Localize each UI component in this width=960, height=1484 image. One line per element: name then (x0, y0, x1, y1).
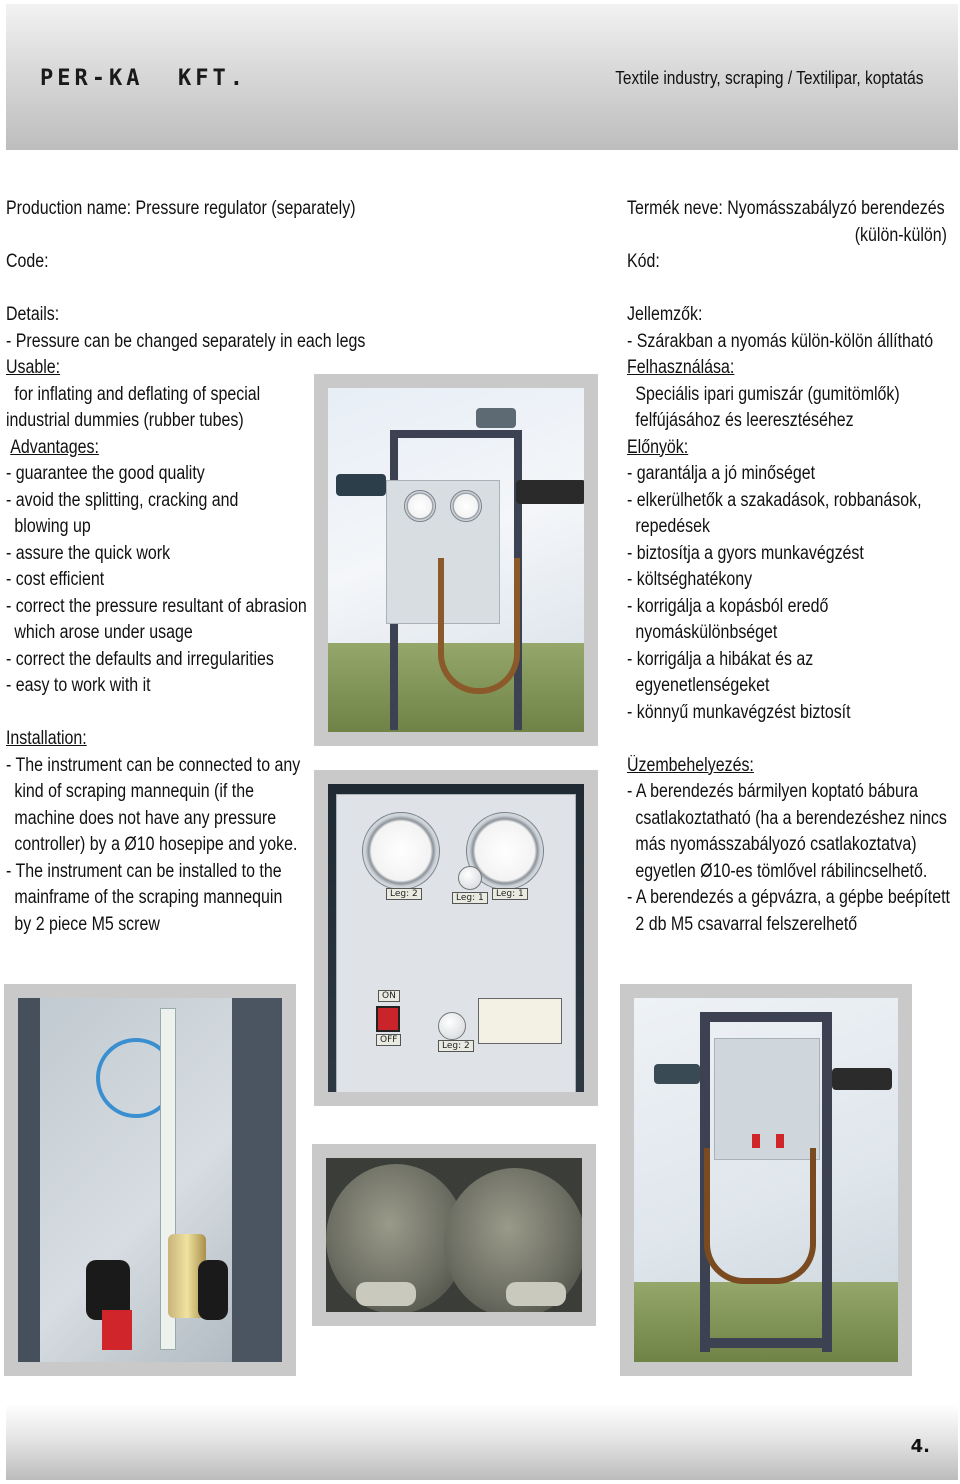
installation-heading: Installation: (6, 728, 87, 749)
advantage-item: blowing up (14, 516, 91, 537)
installation-item: - The instrument can be installed to the (6, 860, 282, 882)
photo-control-panel (314, 770, 598, 1106)
installation-item: kind of scraping mannequin (if the (14, 781, 254, 802)
code-label: Code: (6, 251, 49, 272)
leg-2-label: Leg: 2 (386, 888, 422, 900)
advantage-item: - költséghatékony (627, 569, 753, 590)
advantage-item: egyenetlenségeket (635, 675, 770, 696)
advantage-item: - biztosítja a gyors munkavégzést (627, 542, 864, 564)
installation-item: controller) by a Ø10 hosepipe and yoke. (14, 834, 298, 855)
installation-item: machine does not have any pressure (14, 807, 277, 829)
advantage-item: - korrigálja a kopásból eredő (627, 595, 829, 617)
company-logo: PER-KA KFT. (40, 66, 247, 91)
product-name: Termék neve: Nyomásszabályzó berendezés (627, 198, 945, 219)
leg-1-label: Leg: 1 (492, 888, 528, 900)
page-number: 4. (910, 1436, 930, 1457)
installation-item: - A berendezés a gépvázra, a gépbe beépített (627, 887, 950, 908)
usable-heading: Felhasználása: (627, 357, 735, 378)
usable-text: for inflating and deflating of special (14, 383, 261, 405)
details-heading: Details: (6, 304, 60, 325)
installation-item: - A berendezés bármilyen koptató bábura (627, 781, 919, 802)
advantage-item: - elkerülhetők a szakadások, robbanások, (627, 489, 922, 511)
usable-heading: Usable: (6, 357, 61, 378)
advantage-item: nyomáskülönbséget (635, 622, 778, 643)
advantage-item: - easy to work with it (6, 675, 151, 696)
details-heading: Jellemzők: (627, 304, 703, 325)
advantage-item: - guarantee the good quality (6, 463, 205, 484)
production-name: Production name: Pressure regulator (separately) (6, 198, 356, 219)
leg-2-label: Leg: 2 (438, 1040, 474, 1052)
installation-item: 2 db M5 csavarral felszerelhető (635, 913, 858, 935)
installation-item: csatlakoztatható (ha a berendezéshez nincs (635, 807, 947, 829)
advantage-item: - korrigálja a hibákat és az (627, 648, 814, 670)
advantage-item: - könnyű munkavégzést biztosít (627, 701, 851, 723)
photo-frame-back (620, 984, 912, 1376)
photo-dummies (312, 1144, 596, 1326)
header-title: Textile industry, scraping / Textilipar, koptatás (615, 68, 924, 88)
details-item: - Pressure can be changed separately in each legs (6, 330, 366, 352)
advantage-item: - assure the quick work (6, 542, 171, 564)
installation-item: egyetlen Ø10-es tömlővel rábilincselhető. (635, 860, 928, 882)
advantage-item: repedések (635, 516, 710, 537)
photo-fittings (4, 984, 296, 1376)
installation-item: mainframe of the scraping mannequin (14, 887, 283, 908)
installation-item: - The instrument can be connected to any (6, 754, 301, 776)
details-item: - Szárakban a nyomás külön-kölön állítható (627, 330, 934, 352)
off-label: OFF (376, 1034, 401, 1046)
advantages-heading: Advantages: (10, 436, 99, 458)
advantage-item: - correct the pressure resultant of abrasion (6, 595, 307, 617)
installation-heading: Üzembehelyezés: (627, 754, 754, 776)
product-name-suffix: (külön-külön) (854, 224, 947, 246)
leg-1-label: Leg: 1 (452, 892, 488, 904)
advantage-item: - correct the defaults and irregularities (6, 648, 274, 670)
hungarian-description (627, 196, 950, 938)
installation-item: más nyomásszabályozó csatlakoztatva) (635, 834, 917, 855)
advantage-item: - cost efficient (6, 569, 105, 590)
page-footer (6, 1404, 958, 1480)
usable-text: Speciális ipari gumiszár (gumitömlők) (635, 383, 900, 405)
photo-regulator-outdoor (314, 374, 598, 746)
advantage-item: - avoid the splitting, cracking and (6, 489, 239, 511)
advantages-heading: Előnyök: (627, 436, 689, 458)
installation-item: by 2 piece M5 screw (14, 913, 160, 935)
on-label: ON (378, 990, 400, 1002)
page-header (6, 4, 958, 150)
advantage-item: which arose under usage (14, 622, 193, 643)
code-label: Kód: (627, 251, 660, 272)
usable-text: felfújásához és leeresztéséhez (635, 410, 854, 431)
advantage-item: - garantálja a jó minőséget (627, 463, 816, 484)
english-description (6, 196, 366, 938)
usable-text: industrial dummies (rubber tubes) (6, 410, 244, 431)
